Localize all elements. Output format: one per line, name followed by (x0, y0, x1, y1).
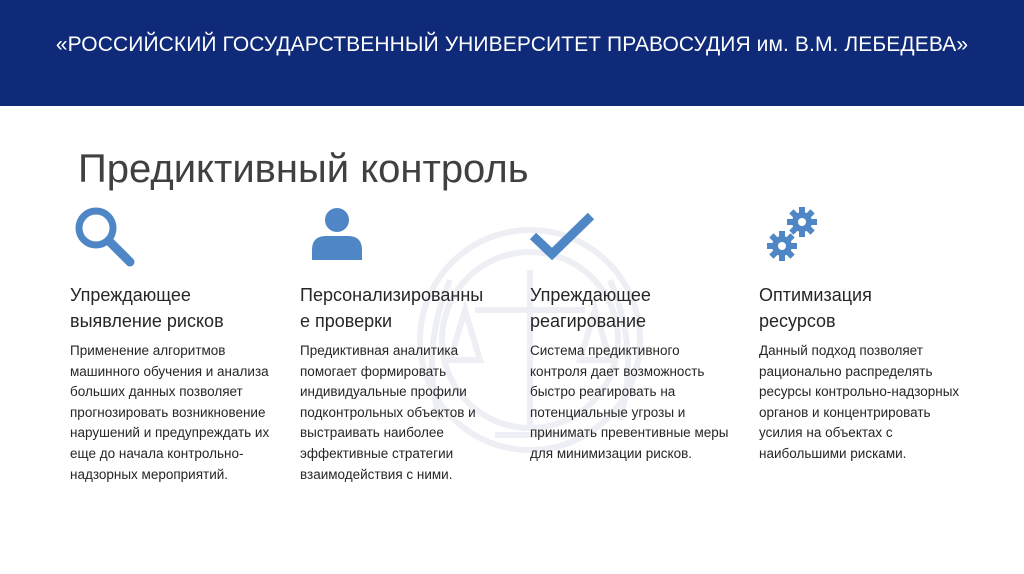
gears-icon (762, 204, 832, 268)
user-icon (302, 204, 372, 268)
column-text: Система предиктивного контроля дает возможность быстро реагировать на потенциальные угрозы и принимать превентивные меры для минимизации рисков. (530, 343, 729, 461)
column-title: Персонализированные проверки (300, 285, 484, 331)
column-title: Оптимизация ресурсов (759, 285, 872, 331)
header-bar (0, 0, 1024, 106)
header-title: «РОССИЙСКИЙ ГОСУДАРСТВЕННЫЙ УНИВЕРСИТЕТ ПРАВОСУДИЯ им. В.М. ЛЕБЕДЕВА» (55, 33, 969, 56)
column-personalized-checks (300, 282, 505, 485)
column-text: Данный подход позволяет рационально распределять ресурсы контрольно-надзорных органов и концентрировать усилия на объектах с наибольшими рисками. (759, 343, 960, 461)
column-text: Предиктивная аналитика помогает формировать индивидуальные профили подконтрольных объектов и выстраивать наиболее эффективные стратегии взаимодействия с ними. (300, 343, 476, 482)
checkmark-icon (527, 206, 597, 270)
column-risk-detection (70, 282, 275, 485)
magnifier-icon (72, 204, 142, 268)
slide-title: Предиктивный контроль (78, 147, 529, 191)
column-text: Применение алгоритмов машинного обучения и анализа больших данных позволяет прогнозировать возникновение нарушений и предупреждать их еще до начала контрольно-надзорных мероприятий. (70, 343, 270, 482)
column-title: Упреждающее реагирование (530, 285, 651, 331)
column-proactive-response (530, 282, 735, 465)
column-title: Упреждающее выявление рисков (70, 285, 224, 331)
column-resource-optimization (759, 282, 964, 465)
